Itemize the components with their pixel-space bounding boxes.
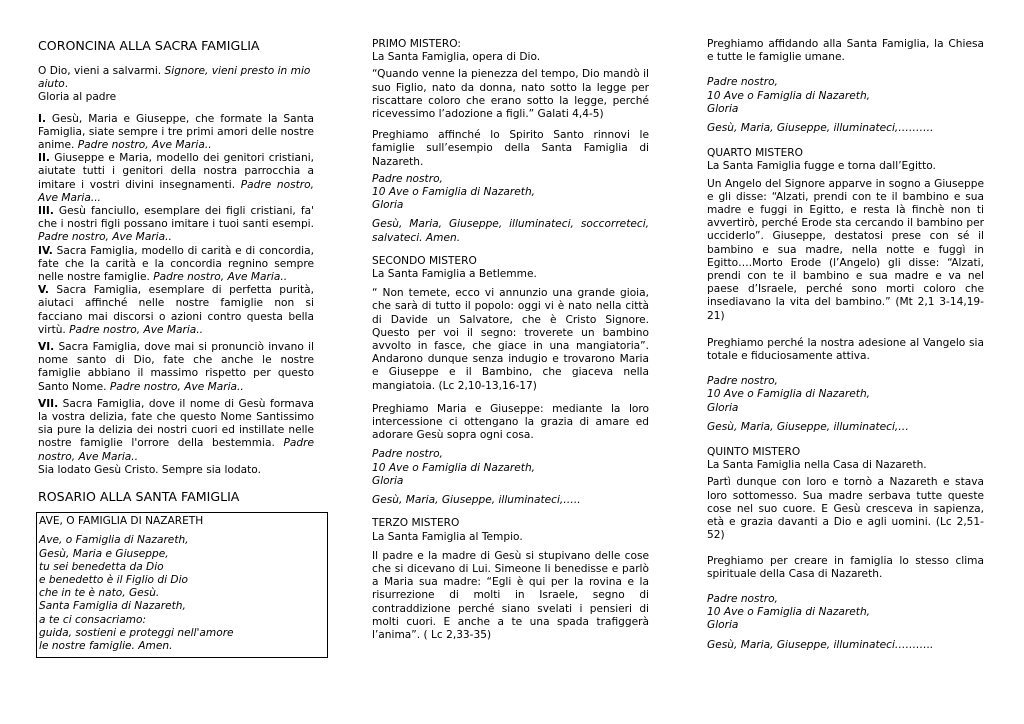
- column-middle: [372, 38, 649, 642]
- invocation-4: [38, 245, 314, 285]
- column-right: [707, 38, 984, 652]
- coroncina-title: CORONCINA ALLA SACRA FAMIGLIA: [38, 38, 260, 53]
- invocation-number: VI.: [38, 341, 55, 354]
- invocation-5: [38, 284, 314, 337]
- mystery-4-prayer: Preghiamo perché la nostra adesione al Vangelo sia totale e fiduciosamente attiva.: [707, 336, 984, 363]
- mystery-2-scripture: “ Non temete, ecco vi annunzio una grande gioia, che sarà di tutto il popolo: oggi vi è nato nella città di Davide un Salvatore, che è Cristo Signore. Questo per voi il segno: troverete un bambino avvolto in fasce, che giace in una mangiatoria”. Andarono dunque senza indugio e trovarono Maria e Giuseppe e il Bambino, che giaceva nella mangiatoia. (Lc 2,10-13,16-17): [372, 287, 649, 392]
- invocation-2: [38, 152, 314, 205]
- invocation-prayer: Padre nostro, Ave Maria..: [69, 323, 204, 336]
- mystery-2-prayer: Preghiamo Maria e Giuseppe: mediante la loro intercessione ci ottengano la grazia di amare ed adorare Gesù sopra ogni cosa.: [372, 402, 649, 442]
- invocation-text: Sacra Famiglia, modello di carità e di concordia, fate che la carità e la concordia regnino sempre nelle nostre famiglie.: [38, 244, 314, 284]
- mystery-4-title: QUARTO MISTERO: [707, 147, 803, 160]
- box-title: AVE, O FAMIGLIA DI NAZARETH: [39, 515, 204, 528]
- column-left: [38, 38, 314, 658]
- invocation-6: [38, 341, 314, 394]
- mystery-2-closing: Gesù, Maria, Giuseppe, illuminateci,…..: [372, 494, 581, 507]
- box-line: che in te è nato, Gesù.: [39, 587, 160, 600]
- invocation-text: Sacra Famiglia, dove mai si pronunciò invano il nome santo di Dio, fate che anche le nostre famiglie abbiano il massimo rispetto per questo Santo Nome.: [38, 341, 314, 393]
- mystery-4-padre: Padre nostro,: [707, 375, 778, 388]
- mystery-5-prayer: Preghiamo per creare in famiglia lo stesso clima spirituale della Casa di Nazareth.: [707, 554, 984, 580]
- ave-famiglia-box: [36, 512, 328, 658]
- mystery-4-ave: 10 Ave o Famiglia di Nazareth,: [707, 388, 871, 401]
- box-line: Santa Famiglia di Nazareth,: [39, 600, 186, 613]
- rosary-title: ROSARIO ALLA SANTA FAMIGLIA: [38, 489, 240, 505]
- invocation-text: Sacra Famiglia, esemplare di perfetta purità, aiutaci affinché nelle nostre famiglie non si facciano mai discorsi o azioni contro questa bella virtù.: [38, 284, 314, 336]
- box-line: guida, sostieni e proteggi nell'amore: [39, 626, 234, 639]
- invocation-3: [38, 205, 314, 245]
- box-line: Gesù, Maria e Giuseppe,: [39, 547, 169, 560]
- invocation-text: Giuseppe e Maria, modello dei genitori cristiani, aiutate tutti i genitori della nostra parrocchia a imitare i vostri divini insegnamenti.: [38, 152, 314, 191]
- box-line: le nostre famiglie. Amen.: [39, 639, 173, 652]
- intro-plain: O Dio, vieni a salvarmi.: [38, 65, 165, 77]
- mystery-1-padre: Padre nostro,: [372, 172, 443, 185]
- invocation-prayer: Padre nostro, Ave Maria...: [38, 178, 314, 204]
- box-line: e benedetto è il Figlio di Dio: [39, 573, 189, 586]
- mystery-5-scripture: Partì dunque con loro e tornò a Nazareth e stava loro sottomesso. Sua madre serbava tutte queste cose nel suo cuore. E Gesù cresceva in sapienza, età e grazia davanti a Dio e agli uomini. (Lc 2,51-52): [707, 476, 984, 542]
- mystery-5-ave: 10 Ave o Famiglia di Nazareth,: [707, 606, 871, 619]
- mystery-3-title: TERZO MISTERO: [372, 517, 460, 530]
- invocation-text: Gesù fanciullo, esemplare dei figli cristiani, fa' che i nostri figli possano imitare i tuoi santi esempi.: [38, 205, 314, 231]
- mystery-5-closing: Gesù, Maria, Giuseppe, illuminateci………..: [707, 638, 934, 651]
- closing-line: Sia lodato Gesù Cristo. Sempre sia lodato.: [38, 463, 261, 476]
- gloria-al-padre: Gloria al padre: [38, 91, 117, 104]
- mystery-3-gloria: Gloria: [707, 102, 739, 115]
- mystery-2-gloria: Gloria: [372, 474, 404, 487]
- mystery-1-scripture: “Quando venne la pienezza del tempo, Dio mandò il suo Figlio, nato da donna, nato sotto la legge per riscattare coloro che erano sotto la legge, perché ricevessimo l’adozione a figli.” Galati 4,4-5): [372, 68, 649, 121]
- mystery-1-subtitle: La Santa Famiglia, opera di Dio.: [372, 51, 541, 64]
- mystery-4-scripture: Un Angelo del Signore apparve in sogno a Giuseppe e gli disse: “Alzati, prendi con te il bambino e sua madre e fuggi in Egitto, e resta là finchè non ti avvertirò, perché Erode sta cercando il bambino per ucciderlo”. Giuseppe, destatosi prese con sé il bambino e sua madre, nella notte e fuggì in Egitto….Morto Erode (l’Angelo) gli disse: “Alzati, prendi con te il bambino e sua madre e va nel paese d’Israele, perché sono morti coloro che insediavano la vita del bambino.” (Mt 2,1 3-14,19-21): [707, 177, 984, 322]
- mystery-5-padre: Padre nostro,: [707, 592, 778, 605]
- invocation-1: [38, 113, 314, 153]
- invocation-number: IV.: [38, 244, 53, 257]
- mystery-5-title: QUINTO MISTERO: [707, 446, 801, 459]
- mystery-3-ave: 10 Ave o Famiglia di Nazareth,: [707, 89, 871, 102]
- intro-dot: .: [64, 78, 69, 91]
- invocation-text: Sacra Famiglia, dove il nome di Gesù formava la vostra delizia, fate che questo Nome Santissimo sia pure la delizia dei nostri cuori ed instillate nelle nostre famiglie l'orrore della bestemmia.: [38, 397, 314, 450]
- mystery-4-closing: Gesù, Maria, Giuseppe, illuminateci,…: [707, 420, 909, 433]
- invocation-number: V.: [38, 284, 49, 297]
- intro-verse: [38, 65, 314, 91]
- mystery-3-padre: Padre nostro,: [707, 76, 778, 89]
- mystery-2-subtitle: La Santa Famiglia a Betlemme.: [372, 268, 537, 281]
- mystery-1-gloria: Gloria: [372, 199, 404, 212]
- invocation-prayer: Padre nostro, Ave Maria..: [109, 380, 244, 393]
- mystery-2-ave: 10 Ave o Famiglia di Nazareth,: [372, 461, 536, 474]
- box-line: tu sei benedetta da Dio: [39, 560, 164, 573]
- invocation-prayer: Padre nostro, Ave Maria..: [38, 231, 172, 244]
- mystery-4-subtitle: La Santa Famiglia fugge e torna dall’Egitto.: [707, 160, 936, 173]
- mystery-2-padre: Padre nostro,: [372, 448, 443, 461]
- mystery-1-closing: Gesù, Maria, Giuseppe, illuminateci, soccorreteci, salvateci. Amen.: [372, 218, 649, 244]
- invocation-number: III.: [38, 205, 54, 218]
- mystery-1-title: PRIMO MISTERO:: [372, 38, 461, 50]
- invocation-prayer: Padre nostro, Ave Maria..: [38, 437, 314, 463]
- invocation-7: [38, 398, 314, 464]
- invocation-number: II.: [38, 152, 50, 165]
- mystery-3-scripture: Il padre e la madre di Gesù si stupivano delle cose che si dicevano di Lui. Simeone li benedisse e parlò a Maria sua madre: “Egli è qui per la rovina e la risurrezione di molti in Israele, segno di contraddizione perché siano svelati i pensieri di molti cuori. E anche a te una spada trafiggerà l’anima”. ( Lc 2,33-35): [372, 549, 649, 641]
- invocation-number: VII.: [38, 397, 59, 410]
- mystery-2-title: SECONDO MISTERO: [372, 254, 477, 267]
- mystery-5-gloria: Gloria: [707, 619, 739, 632]
- invocation-prayer: Padre nostro, Ave Maria..: [77, 139, 212, 152]
- mystery-1-prayer: Preghiamo affinché lo Spirito Santo rinnovi le famiglie sull’esempio della Santa Famiglia di Nazareth.: [372, 129, 649, 168]
- mystery-5-subtitle: La Santa Famiglia nella Casa di Nazareth.: [707, 459, 927, 472]
- mystery-1-ave: 10 Ave o Famiglia di Nazareth,: [372, 186, 536, 199]
- box-line: a te ci consacriamo:: [39, 613, 147, 626]
- mystery-3-subtitle: La Santa Famiglia al Tempio.: [372, 530, 523, 543]
- mystery-3-prayer: Preghiamo affidando alla Santa Famiglia, la Chiesa e tutte le famiglie umane.: [707, 38, 984, 64]
- box-line: Ave, o Famiglia di Nazareth,: [39, 534, 189, 547]
- mystery-3-closing: Gesù, Maria, Giuseppe, illuminateci,……….: [707, 122, 934, 135]
- invocation-prayer: Padre nostro, Ave Maria..: [153, 271, 288, 284]
- intro-italic: Signore, vieni presto in mio aiuto: [38, 65, 311, 91]
- box-prayer: [39, 534, 321, 653]
- invocation-number: I.: [38, 112, 46, 125]
- invocation-text: Gesù, Maria e Giuseppe, che formate la Santa Famiglia, siate sempre i tre primi amori delle nostre anime.: [38, 112, 314, 152]
- mystery-4-gloria: Gloria: [707, 401, 739, 414]
